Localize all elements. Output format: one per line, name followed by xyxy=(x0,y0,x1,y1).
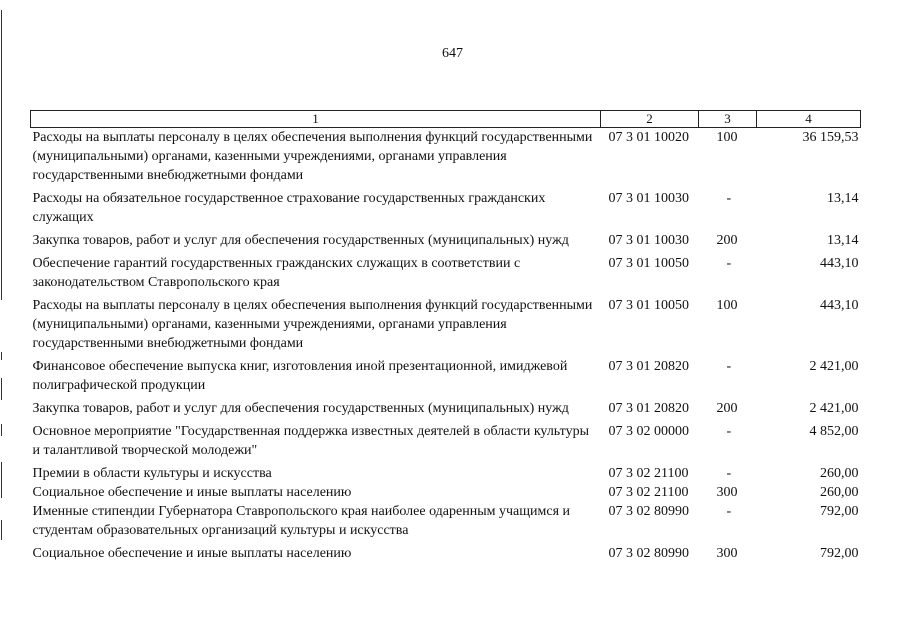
row-type: - xyxy=(726,504,732,519)
margin-mark xyxy=(1,378,2,400)
row-code: 07 3 02 80990 xyxy=(608,546,689,561)
row-amount: 260,00 xyxy=(820,466,859,481)
row-name: Именные стипендии Губернатора Ставропольского края наиболее одаренным учащимся и студентам образовательных организаций культуры и искусства xyxy=(32,504,571,538)
row-type: 200 xyxy=(716,401,738,416)
table-row xyxy=(31,399,861,422)
row-type: - xyxy=(726,466,732,481)
row-type: - xyxy=(726,191,732,206)
row-name: Обеспечение гарантий государственных гражданских служащих в соответствии с законодательством Ставропольского края xyxy=(32,256,521,290)
table-row xyxy=(31,296,861,357)
table-row xyxy=(31,231,861,254)
column-header: 3 xyxy=(699,111,757,128)
row-code: 07 3 01 20820 xyxy=(608,401,689,416)
table-row xyxy=(31,189,861,231)
row-amount: 792,00 xyxy=(820,546,859,561)
row-name: Социальное обеспечение и иные выплаты населению xyxy=(32,546,352,561)
row-code: 07 3 01 10030 xyxy=(608,233,689,248)
table-row xyxy=(31,502,861,544)
margin-mark xyxy=(1,424,2,436)
row-amount: 792,00 xyxy=(820,504,859,519)
row-type: - xyxy=(726,424,732,439)
margin-mark xyxy=(1,352,2,360)
row-code: 07 3 01 10030 xyxy=(608,191,689,206)
row-code: 07 3 02 00000 xyxy=(608,424,689,439)
row-name: Премии в области культуры и искусства xyxy=(32,466,272,481)
row-name: Закупка товаров, работ и услуг для обеспечения государственных (муниципальных) нужд xyxy=(32,401,569,416)
row-code: 07 3 02 21100 xyxy=(608,466,689,481)
table-row xyxy=(31,128,861,190)
row-amount: 260,00 xyxy=(820,485,859,500)
table-row xyxy=(31,483,861,502)
row-code: 07 3 01 10050 xyxy=(608,298,689,313)
margin-mark xyxy=(1,520,2,540)
row-type: - xyxy=(726,256,732,271)
row-name: Расходы на выплаты персоналу в целях обеспечения выполнения функций государственными (муниципальными) органами, казенными учреждениями, органами управления государственными внебюджетными фондами xyxy=(32,298,593,351)
table-row xyxy=(31,357,861,399)
column-header: 4 xyxy=(757,111,861,128)
row-code: 07 3 01 10050 xyxy=(608,256,689,271)
page-number: 647 xyxy=(442,46,463,61)
row-type: 100 xyxy=(716,298,738,313)
column-header-row xyxy=(31,111,861,128)
row-amount: 2 421,00 xyxy=(809,401,859,416)
row-name: Закупка товаров, работ и услуг для обеспечения государственных (муниципальных) нужд xyxy=(32,233,569,248)
margin-mark xyxy=(1,462,2,498)
row-amount: 2 421,00 xyxy=(809,359,859,374)
row-amount: 13,14 xyxy=(827,233,859,248)
row-amount: 36 159,53 xyxy=(802,130,859,145)
table-row xyxy=(31,422,861,464)
column-header: 1 xyxy=(31,111,601,128)
budget-table xyxy=(30,110,861,563)
row-code: 07 3 01 20820 xyxy=(608,359,689,374)
row-name: Расходы на обязательное государственное страхование государственных гражданских служащих xyxy=(32,191,546,225)
row-type: - xyxy=(726,359,732,374)
row-amount: 443,10 xyxy=(820,256,859,271)
row-code: 07 3 01 10020 xyxy=(608,130,689,145)
row-code: 07 3 02 21100 xyxy=(608,485,689,500)
row-amount: 443,10 xyxy=(820,298,859,313)
row-type: 200 xyxy=(716,233,738,248)
row-type: 300 xyxy=(716,485,738,500)
row-name: Расходы на выплаты персоналу в целях обеспечения выполнения функций государственными (муниципальными) органами, казенными учреждениями, органами управления государственными внебюджетными фондами xyxy=(32,130,593,183)
row-type: 100 xyxy=(716,130,738,145)
row-code: 07 3 02 80990 xyxy=(608,504,689,519)
row-name: Основное мероприятие "Государственная поддержка известных деятелей в области культуры и талантливой творческой молодежи" xyxy=(32,424,589,458)
table-row xyxy=(31,254,861,296)
row-name: Финансовое обеспечение выпуска книг, изготовления иной презентационной, имиджевой полиграфической продукции xyxy=(32,359,568,393)
table-row xyxy=(31,544,861,563)
margin-mark xyxy=(1,10,2,300)
row-name: Социальное обеспечение и иные выплаты населению xyxy=(32,485,352,500)
table-row xyxy=(31,464,861,483)
row-amount: 13,14 xyxy=(827,191,859,206)
row-type: 300 xyxy=(716,546,738,561)
row-amount: 4 852,00 xyxy=(809,424,859,439)
column-header: 2 xyxy=(601,111,699,128)
